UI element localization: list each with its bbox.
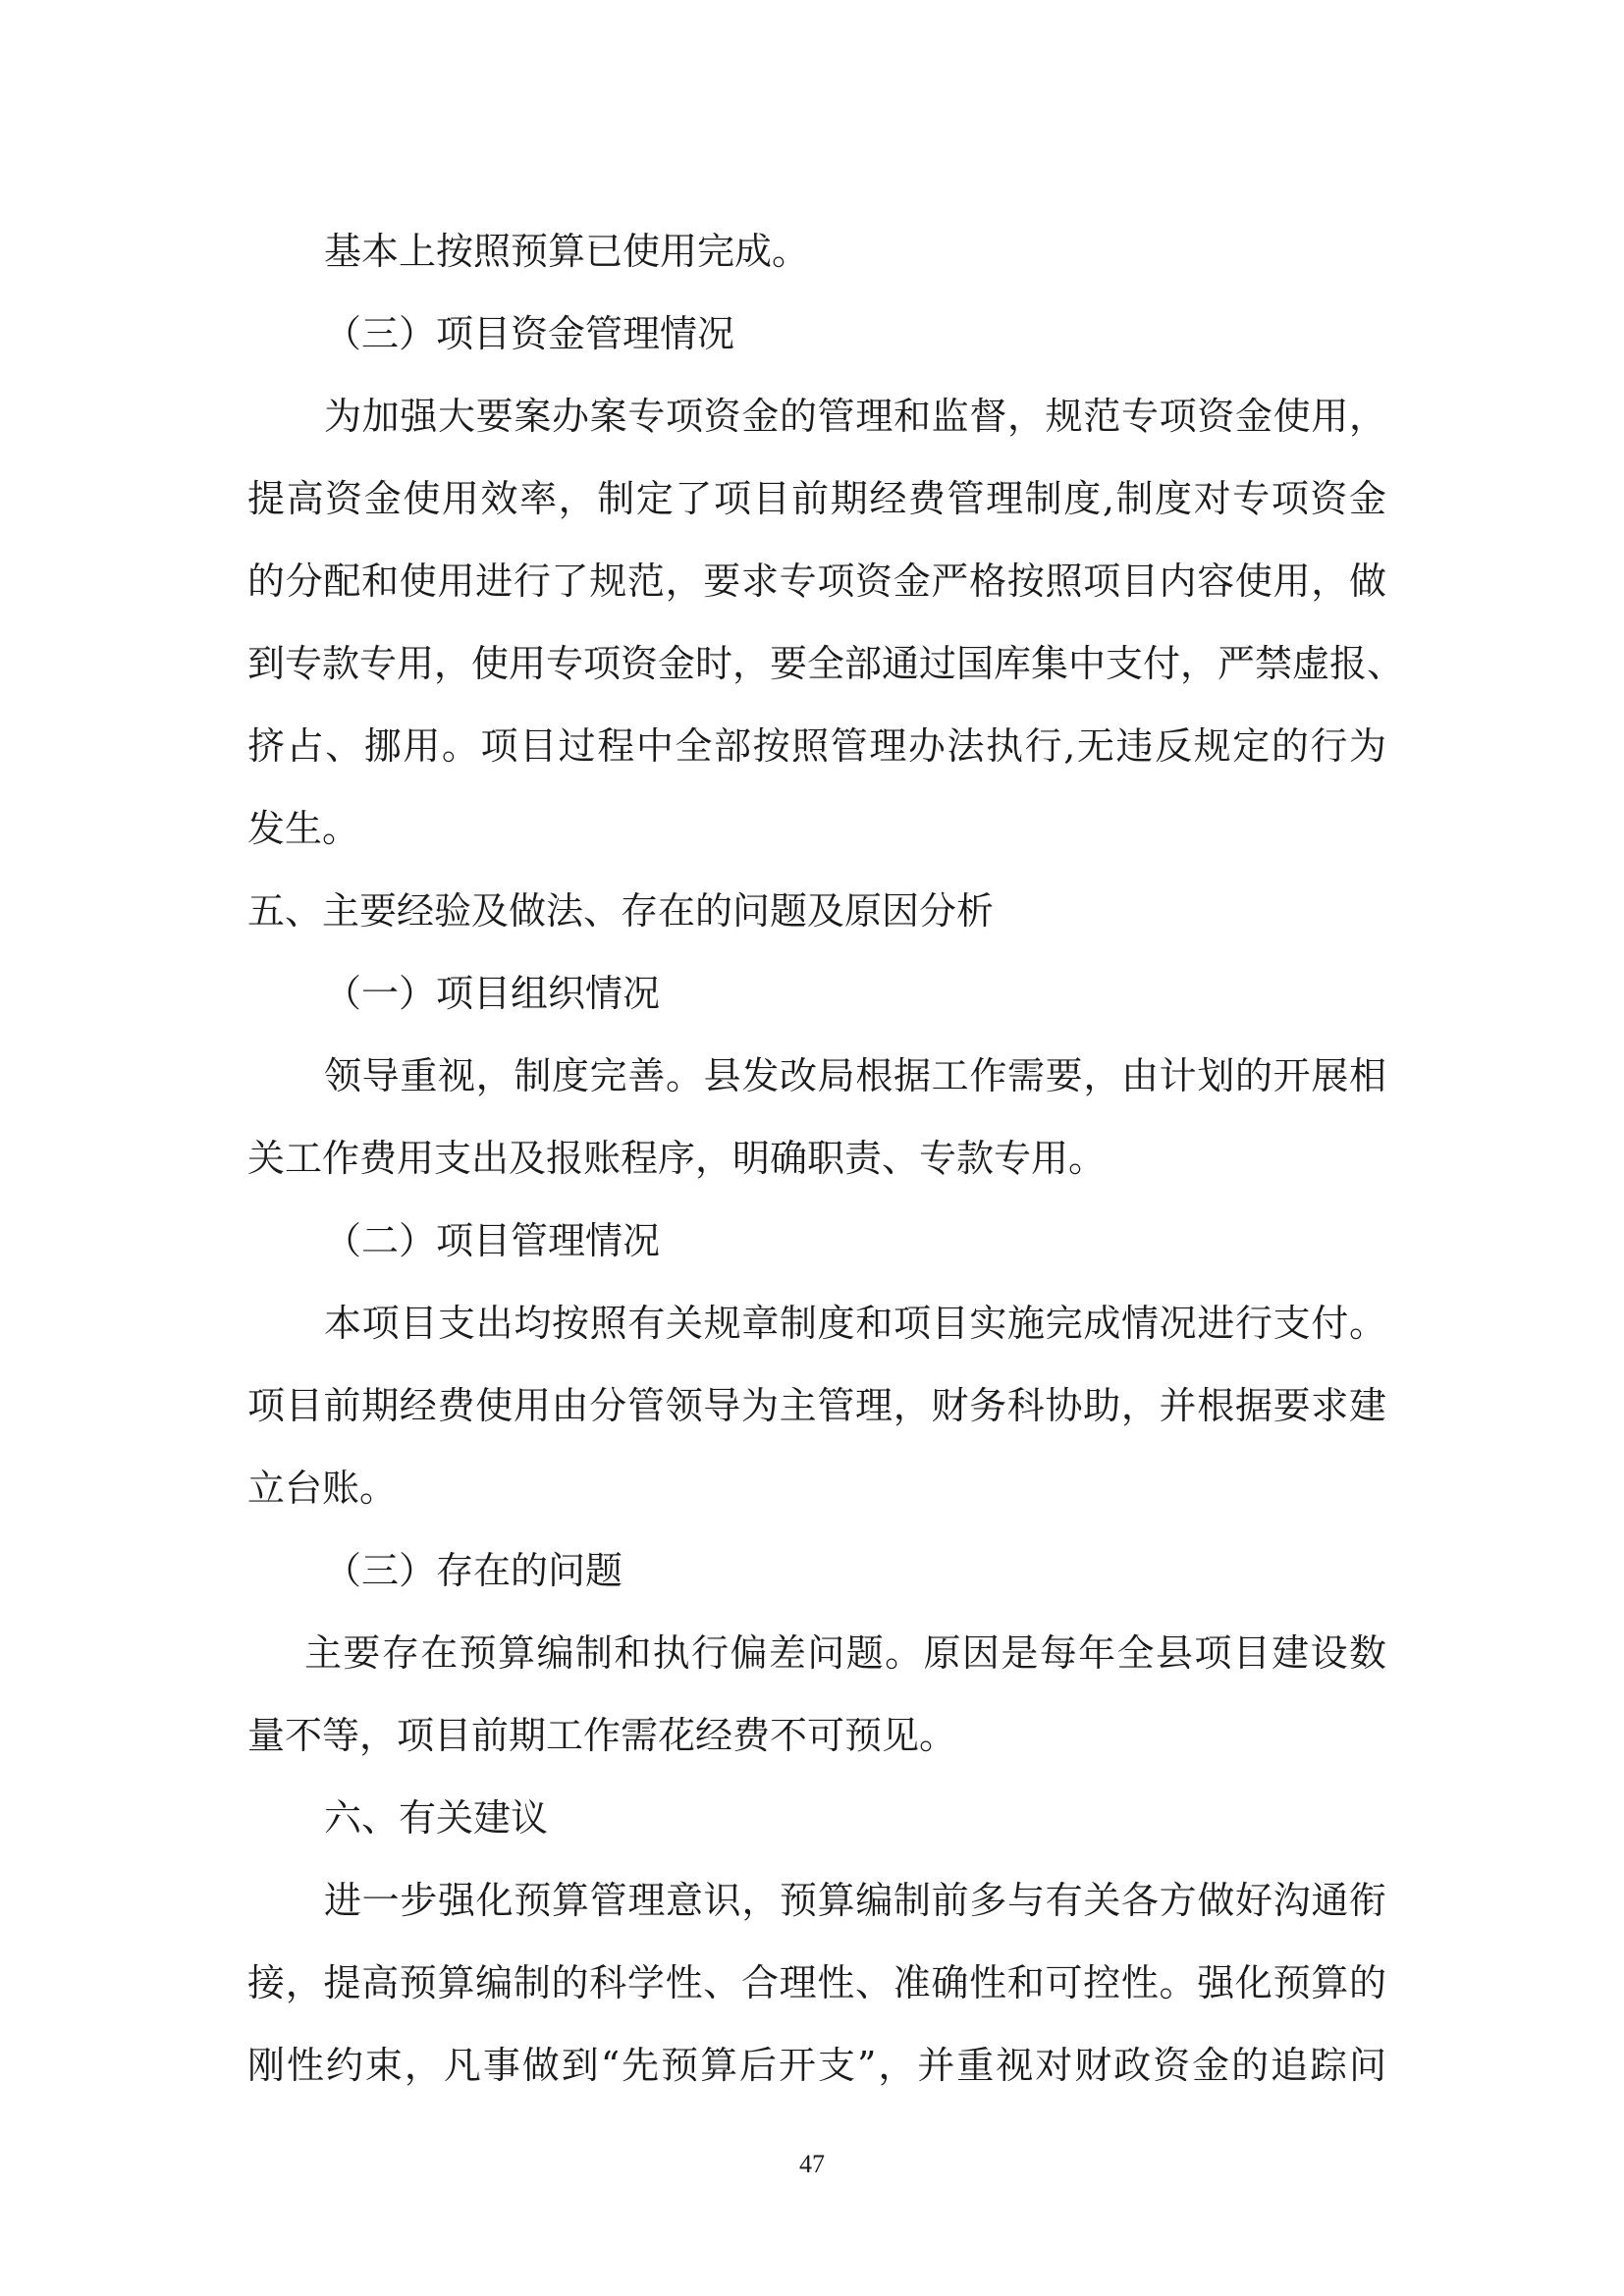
page-number: 47 [799,2150,825,2178]
paragraph-line: 立台账。 [247,1467,398,1510]
paragraph-line: 量不等，项目前期工作需花经费不可预见。 [247,1714,957,1757]
paragraph-line: 本项目支出均按照有关规章制度和项目实施完成情况进行支付。 [324,1302,1386,1345]
chapter-heading: 六、有关建议 [324,1796,549,1840]
paragraph-line: 发生。 [247,807,360,850]
paragraph-line: 到专款专用，使用专项资金时，要全部通过国库集中支付，严禁虚报、 [247,642,1405,685]
section-heading: （一）项目组织情况 [324,972,661,1015]
paragraph-line: 刚性约束，凡事做到“先预算后开支”，并重视对财政资金的追踪问 [247,2044,1386,2087]
paragraph-line: 进一步强化预算管理意识，预算编制前多与有关各方做好沟通衔 [324,1879,1386,1922]
section-heading: （三）项目资金管理情况 [324,312,735,355]
section-heading: （二）项目管理情况 [324,1219,661,1262]
paragraph-line: 主要存在预算编制和执行偏差问题。原因是每年全县项目建设数 [304,1631,1386,1675]
paragraph-line: 为加强大要案办案专项资金的管理和监督，规范专项资金使用， [324,395,1386,438]
paragraph-line: 项目前期经费使用由分管领导为主管理，财务科协助，并根据要求建 [247,1384,1386,1427]
paragraph-line: 领导重视，制度完善。县发改局根据工作需要，由计划的开展相 [324,1054,1386,1097]
chapter-heading: 五、主要经验及做法、存在的问题及原因分析 [247,889,995,933]
paragraph-line: 的分配和使用进行了规范，要求专项资金严格按照项目内容使用，做 [247,560,1386,603]
paragraph-line: 接，提高预算编制的科学性、合理性、准确性和可控性。强化预算的 [247,1961,1386,2004]
paragraph-line: 基本上按照预算已使用完成。 [324,230,810,273]
paragraph-line: 挤占、挪用。项目过程中全部按照管理办法执行,无违反规定的行为 [247,724,1386,768]
paragraph-line: 提高资金使用效率，制定了项目前期经费管理制度,制度对专项资金 [247,477,1386,520]
paragraph-line: 关工作费用支出及报账程序，明确职责、专款专用。 [247,1137,1107,1180]
section-heading: （三）存在的问题 [324,1549,623,1592]
